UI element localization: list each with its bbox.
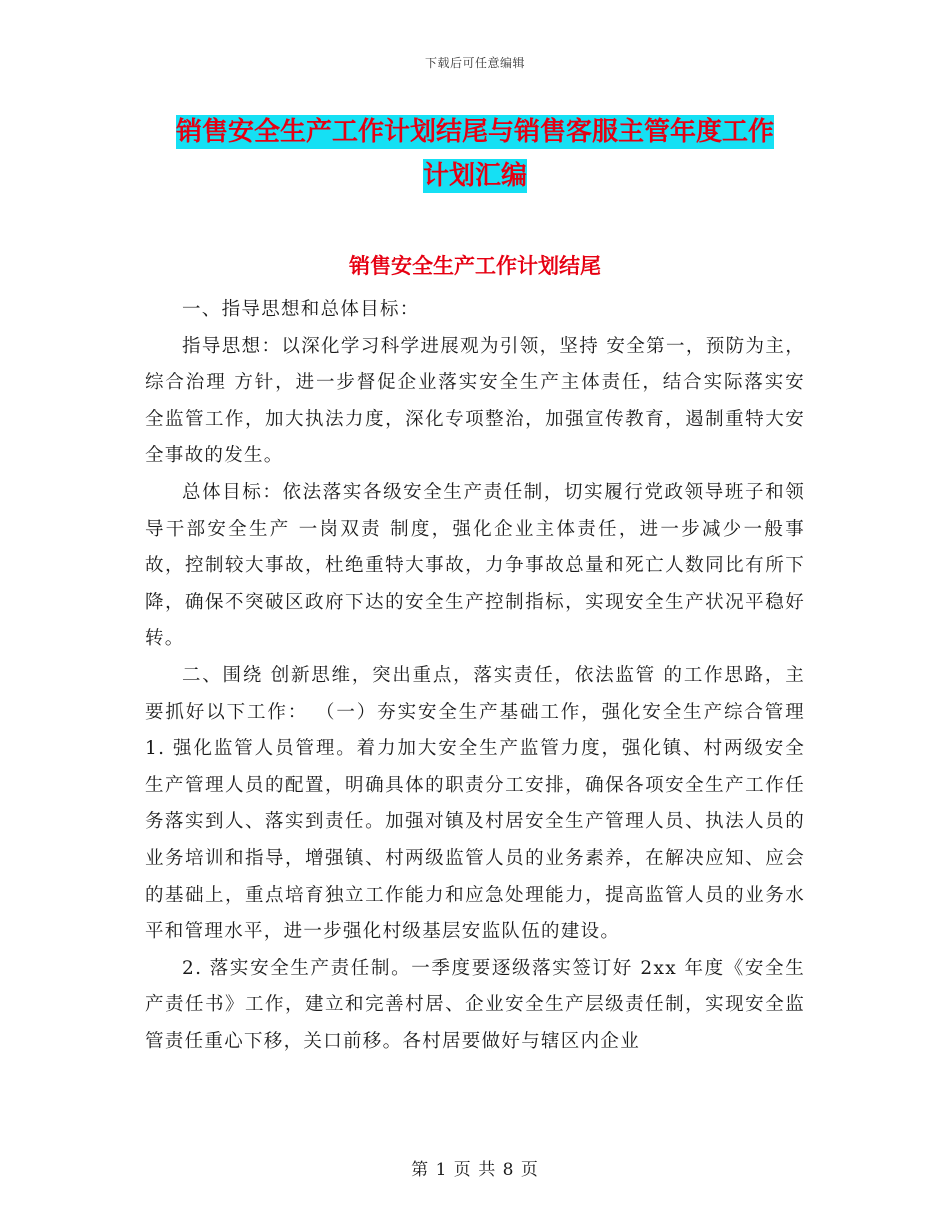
paragraph-section-2: 二、围绕 创新思维，突出重点，落实责任，依法监管 的工作思路，主要抓好以下工作： （一）夯实安全生产基础工作，强化安全生产综合管理 1. 强化监管人员管理。着力加大安全生产监管力度，强化镇、村两级安全生产管理人员的配置，明确具体的职责分工安排，确保各项安全生产工作任务落实到人、落实到责任。加强对镇及村居安全生产管理人员、执法人员的业务培训和指导，增强镇、村两级监管人员的业务素养，在解决应知、应会的基础上，重点培育独立工作能力和应急处理能力，提高监管人员的业务水平和管理水平，进一步强化村级基层安监队伍的建设。	[145, 664, 805, 943]
main-title	[140, 110, 810, 198]
document-body	[145, 292, 805, 1060]
paragraph-guiding-thought: 指导思想：以深化学习科学进展观为引领，坚持 安全第一，预防为主，综合治理 方针，进一步督促企业落实安全生产主体责任，结合实际落实安全监管工作，加大执法力度，深化专项整治，加强宣传教育，遏制重特大安全事故的发生。	[145, 335, 805, 467]
section-title: 销售安全生产工作计划结尾	[349, 254, 601, 278]
header-note: 下载后可任意编辑	[424, 56, 525, 70]
page-footer: 第 1 页 共 8 页	[411, 1160, 539, 1180]
main-title-line2: 计划汇编	[422, 161, 527, 191]
paragraph-responsibility: 2. 落实安全生产责任制。一季度要逐级落实签订好 2xx 年度《安全生产责任书》工作，建立和完善村居、企业安全生产层级责任制，实现安全监管责任重心下移，关口前移。各村居要做好与辖区内企业	[145, 957, 805, 1052]
paragraph-heading-1: 一、指导思想和总体目标：	[182, 299, 420, 320]
main-title-line1: 销售安全生产工作计划结尾与销售客服主管年度工作	[175, 117, 774, 147]
paragraph-overall-goal: 总体目标：依法落实各级安全生产责任制，切实履行党政领导班子和领导干部安全生产 一岗双责 制度，强化企业主体责任，进一步减少一般事故，控制较大事故，杜绝重特大事故，力争事故总量和死亡人数同比有所下降，确保不突破区政府下达的安全生产控制指标，实现安全生产状况平稳好转。	[145, 481, 805, 650]
